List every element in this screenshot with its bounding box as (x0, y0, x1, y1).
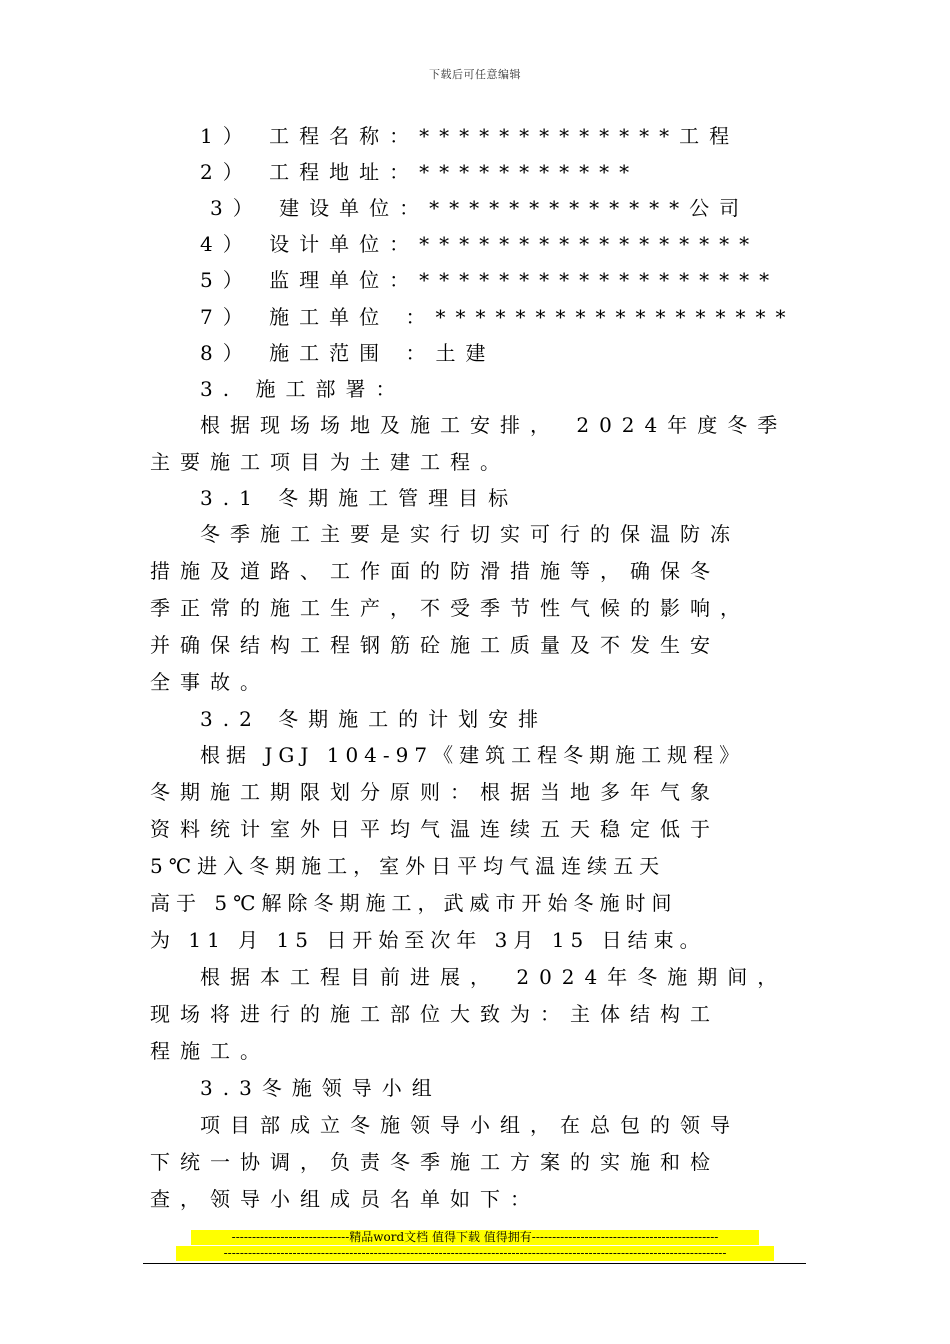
section-3-3-body-line: 项目部成立冬施领导小组，在总包的领导 (200, 1113, 740, 1137)
footer-banner-bottom: ---------------------------------------------------------------------------------------------------------------------------- (176, 1246, 774, 1261)
project-info-designer: 4） 设计单位：***************** (200, 232, 760, 256)
section-3-3-body-line: 查，领导小组成员名单如下： (150, 1187, 540, 1211)
project-info-supervisor: 5） 监理单位：****************** (200, 268, 780, 292)
section-3-1-heading: 3.1 冬期施工管理目标 (200, 486, 519, 510)
section-3-2-body-line: 冬期施工期限划分原则：根据当地多年气象 (150, 780, 720, 804)
section-3-2-progress-line: 根据本工程目前进展， 2024年冬施期间， (200, 965, 788, 989)
project-info-name: 1） 工程名称：*************工程 (200, 124, 740, 148)
section-3-2-progress-line: 程施工。 (150, 1039, 270, 1063)
section-3-heading: 3. 施工部署： (200, 377, 406, 401)
header-note: 下载后可任意编辑 (429, 68, 521, 81)
section-3-2-body-line: 5℃进入冬期施工，室外日平均气温连续五天 (150, 854, 666, 878)
section-3-1-body-line: 季正常的施工生产，不受季节性气候的影响， (150, 596, 750, 620)
section-3-1-body-line: 全事故。 (150, 670, 270, 694)
section-3-2-body-line: 根据 JGJ 104-97《建筑工程冬期施工规程》 (200, 743, 746, 767)
footer-rule (143, 1263, 806, 1264)
section-3-2-heading: 3.2 冬期施工的计划安排 (200, 707, 549, 731)
section-3-1-body-line: 措施及道路、工作面的防滑措施等，确保冬 (150, 559, 720, 583)
section-3-1-body-line: 冬季施工主要是实行切实可行的保温防冻 (200, 522, 740, 546)
section-3-1-body-line: 并确保结构工程钢筋砼施工质量及不发生安 (150, 633, 720, 657)
section-3-intro-line: 主要施工项目为土建工程。 (150, 450, 510, 474)
section-3-intro-line: 根据现场场地及施工安排， 2024年度冬季 (200, 413, 788, 437)
section-3-2-body-line: 资料统计室外日平均气温连续五天稳定低于 (150, 817, 720, 841)
section-3-2-body-line: 为 11 月 15 日开始至次年 3月 15 日结束。 (150, 928, 706, 952)
project-info-address: 2） 工程地址：*********** (200, 160, 640, 184)
project-info-contractor: 7） 施工单位 ：****************** (200, 305, 796, 329)
section-3-2-progress-line: 现场将进行的施工部位大致为：主体结构工 (150, 1002, 720, 1026)
footer-banner-top: -----------------------------精品word文档 值得下载 值得拥有---------------------------------------------- (191, 1230, 759, 1245)
project-info-scope: 8） 施工范围 ：土建 (200, 341, 496, 365)
section-3-3-body-line: 下统一协调，负责冬季施工方案的实施和检 (150, 1150, 720, 1174)
project-info-owner: 3） 建设单位：*************公司 (210, 196, 750, 220)
section-3-3-heading: 3.3冬施领导小组 (200, 1076, 442, 1100)
section-3-2-body-line: 高于 5℃解除冬期施工，武威市开始冬施时间 (150, 891, 678, 915)
